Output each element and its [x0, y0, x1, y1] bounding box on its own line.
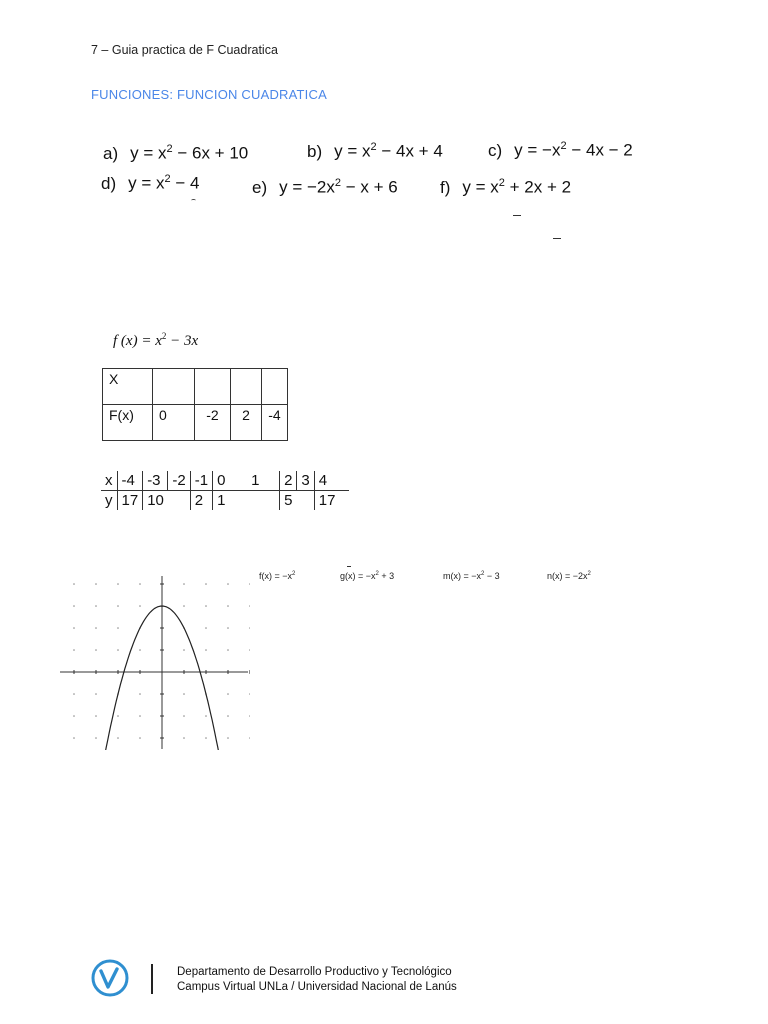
grid-dot [205, 737, 207, 739]
grid-dot [205, 649, 207, 651]
grid-dot [227, 693, 229, 695]
grid-dot [73, 649, 75, 651]
function-option-f: $f(x) = -x^2$ [259, 571, 296, 581]
grid-dot [249, 605, 250, 607]
grid-dot [249, 649, 250, 651]
grid-dot [205, 627, 207, 629]
table-row [103, 369, 288, 405]
grid-dot [183, 583, 185, 585]
table-cell [247, 491, 280, 511]
stray-dash [513, 215, 521, 216]
grid-dot [73, 737, 75, 739]
grid-dot [249, 627, 250, 629]
table-cell: 4 [314, 471, 349, 491]
grid-dot [117, 583, 119, 585]
table-cell: -4 [117, 471, 143, 491]
footer-text [177, 965, 457, 995]
grid-dot [73, 627, 75, 629]
stray-mark [191, 199, 196, 202]
grid-dot [139, 583, 141, 585]
grid-dot [183, 715, 185, 717]
table-cell: 3 [297, 471, 314, 491]
equation-c: c) $y = -x^2 - 4x - 2$ [488, 140, 633, 160]
table-cell [262, 369, 288, 405]
grid-dot [183, 693, 185, 695]
table-cell: 1 [247, 471, 280, 491]
table-cell: -4 [262, 405, 288, 441]
table-cell: -3 [143, 471, 168, 491]
grid-dot [227, 649, 229, 651]
equation-d: d) $y = x^2 - 4$ [101, 173, 200, 193]
table-row [101, 491, 349, 511]
parabola-graph [58, 574, 250, 750]
grid-dot [227, 627, 229, 629]
grid-dot [95, 605, 97, 607]
function-option-g: $g(x) = -x^2 + 3$ [340, 571, 395, 581]
footer-divider [151, 964, 153, 994]
grid-dot [205, 605, 207, 607]
equation-a: a) $y = x^2 - 6x + 10$ [103, 143, 249, 163]
grid-dot [227, 583, 229, 585]
grid-dot [73, 583, 75, 585]
function-option-m: $m(x) = -x^2 - 3$ [443, 571, 500, 581]
table-cell: 10 [143, 491, 168, 511]
table-cell [168, 491, 190, 511]
equation-b: b) $y = x^2 - 4x + 4$ [307, 141, 443, 161]
table-cell: -1 [190, 471, 212, 491]
grid-dot [249, 693, 250, 695]
grid-dot [117, 715, 119, 717]
section-title: FUNCIONES: FUNCION CUADRATICA [91, 87, 327, 102]
grid-dot [95, 737, 97, 739]
table-cell [153, 369, 195, 405]
grid-dot [249, 737, 250, 739]
table-cell: F(x) [103, 405, 153, 441]
table-cell: 0 [153, 405, 195, 441]
grid-dot [227, 737, 229, 739]
function-option-n: $n(x) = -2x^2$ [547, 571, 591, 581]
table-cell: -2 [195, 405, 231, 441]
grid-dot [249, 715, 250, 717]
function-definition: f $(x) = x^2 - 3x$ [113, 331, 199, 349]
grid-dot [117, 627, 119, 629]
grid-dot [139, 693, 141, 695]
grid-dot [183, 737, 185, 739]
table-cell: 17 [117, 491, 143, 511]
table-cell: 17 [314, 491, 349, 511]
grid-dot [95, 693, 97, 695]
table-row [101, 471, 349, 491]
grid-dot [139, 649, 141, 651]
grid-dot [73, 693, 75, 695]
grid-dot [117, 649, 119, 651]
table-cell: x [101, 471, 117, 491]
table-cell: -2 [168, 471, 190, 491]
grid-dot [183, 605, 185, 607]
equation-f: f) $y = x^2 + 2x + 2$ [440, 177, 572, 197]
grid-dot [205, 715, 207, 717]
campus-virtual-logo [90, 958, 130, 998]
table-row [103, 405, 288, 441]
grid-dot [205, 583, 207, 585]
table-cell: y [105, 492, 113, 509]
table-cell: 2 [231, 405, 262, 441]
grid-dot [95, 649, 97, 651]
table-cell: X [103, 369, 153, 405]
table-cell: 0 [213, 471, 248, 491]
table-cell: 1 [213, 491, 248, 511]
grid-dot [117, 737, 119, 739]
table-cell [195, 369, 231, 405]
stray-dash [553, 238, 561, 239]
grid-dot [183, 649, 185, 651]
stray-dash [347, 566, 351, 567]
footer-line-2: Campus Virtual UNLa / Universidad Nacional de Lanús [177, 981, 457, 993]
page-header-title: 7 – Guia practica de F Cuadratica [91, 43, 278, 57]
grid-dot [139, 715, 141, 717]
grid-dot [227, 715, 229, 717]
grid-dot [249, 583, 250, 585]
equation-e: e) $y = -2x^2 - x + 6$ [252, 177, 398, 197]
table-cell: 2 [280, 471, 297, 491]
grid-dot [117, 605, 119, 607]
grid-dot [73, 605, 75, 607]
grid-dot [139, 605, 141, 607]
table-cell [297, 491, 314, 511]
grid-dot [95, 715, 97, 717]
grid-dot [95, 627, 97, 629]
grid-dot [227, 605, 229, 607]
grid-dot [139, 737, 141, 739]
table-cell: 5 [280, 491, 297, 511]
values-table-1 [102, 368, 288, 441]
table-cell: 2 [190, 491, 212, 511]
values-table-2 [101, 471, 349, 510]
footer-line-1: Departamento de Desarrollo Productivo y Tecnológico [177, 966, 452, 978]
grid-dot [73, 715, 75, 717]
table-cell [231, 369, 262, 405]
grid-dot [95, 583, 97, 585]
